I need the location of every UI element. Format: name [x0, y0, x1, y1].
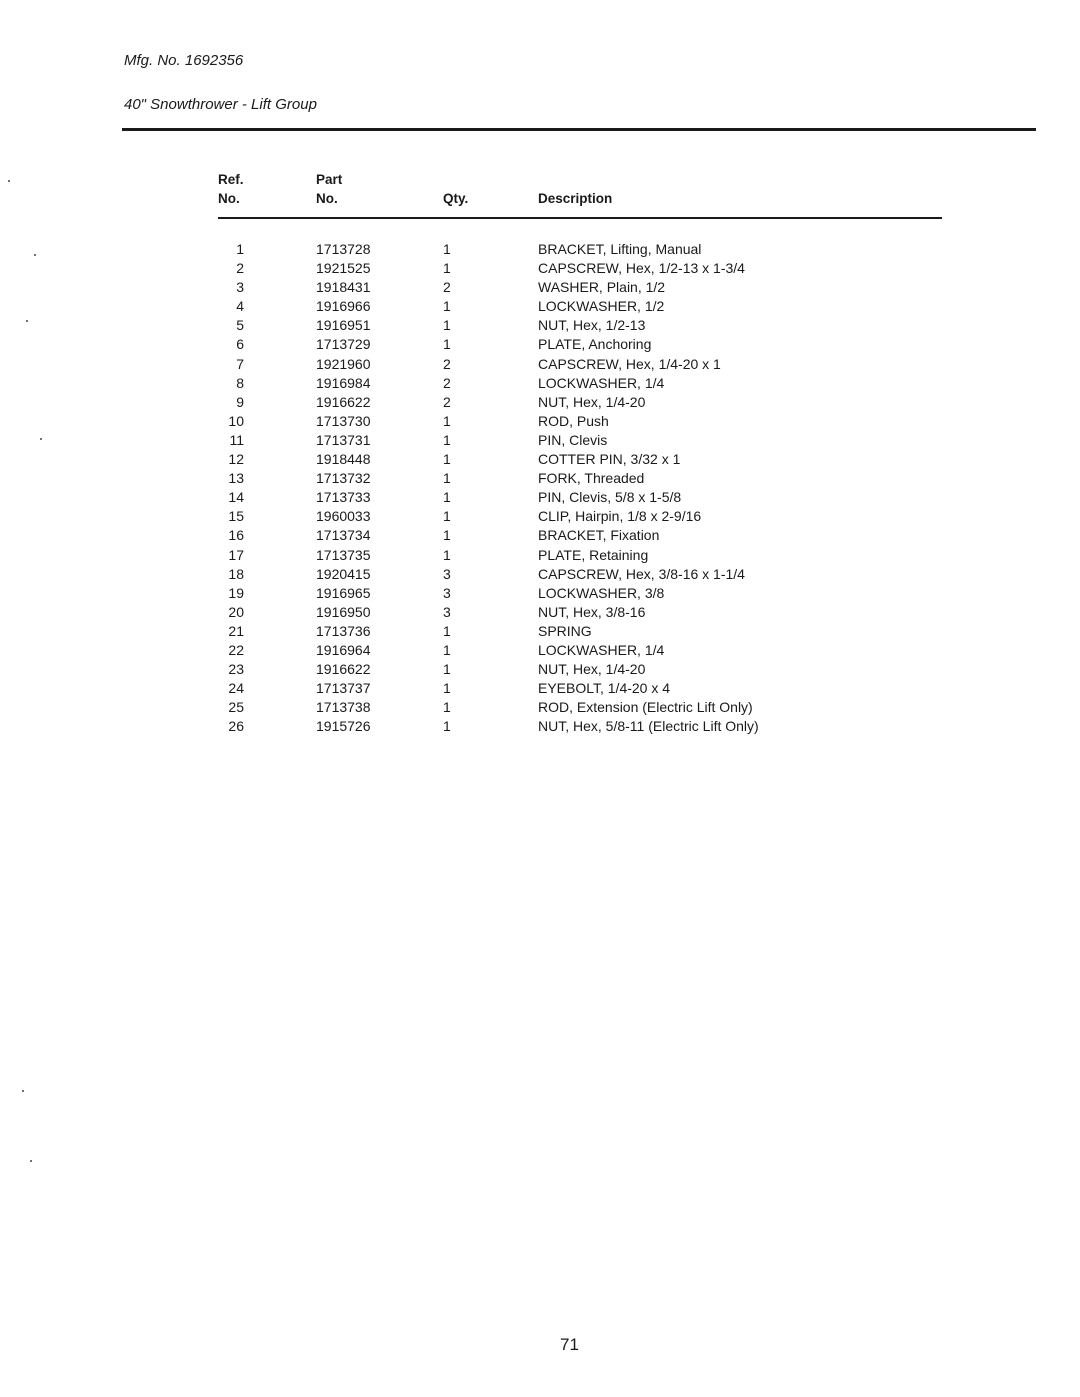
- cell-part-no: 1916964: [316, 641, 371, 658]
- cell-qty: 1: [443, 451, 451, 468]
- table-row: [0, 660, 1080, 679]
- cell-qty: 2: [443, 393, 451, 410]
- scan-speck: [22, 1090, 24, 1092]
- cell-qty: 1: [443, 718, 451, 735]
- cell-part-no: 1713734: [316, 527, 371, 544]
- cell-qty: 1: [443, 622, 451, 639]
- cell-qty: 1: [443, 431, 451, 448]
- table-row: [0, 259, 1080, 278]
- cell-ref-no: 15: [228, 508, 244, 525]
- cell-description: NUT, Hex, 5/8-11 (Electric Lift Only): [538, 718, 759, 735]
- cell-description: PIN, Clevis: [538, 431, 608, 448]
- cell-description: NUT, Hex, 3/8-16: [538, 603, 646, 620]
- page-number: 71: [560, 1335, 579, 1354]
- cell-ref-no: 7: [236, 355, 244, 372]
- cell-ref-no: 6: [236, 336, 244, 353]
- cell-ref-no: 8: [236, 374, 244, 391]
- cell-ref-no: 17: [228, 546, 244, 563]
- table-row: [0, 374, 1080, 393]
- cell-qty: 1: [443, 680, 451, 697]
- cell-part-no: 1921525: [316, 260, 371, 277]
- cell-qty: 1: [443, 298, 451, 315]
- cell-part-no: 1918448: [316, 451, 371, 468]
- cell-description: LOCKWASHER, 1/2: [538, 298, 665, 315]
- cell-part-no: 1713731: [316, 431, 371, 448]
- cell-qty: 1: [443, 699, 451, 716]
- cell-part-no: 1713732: [316, 470, 371, 487]
- table-row: [0, 431, 1080, 450]
- table-row: [0, 641, 1080, 660]
- cell-qty: 3: [443, 603, 451, 620]
- table-row: [0, 240, 1080, 259]
- cell-qty: 1: [443, 412, 451, 429]
- cell-ref-no: 1: [236, 241, 244, 257]
- cell-ref-no: 21: [228, 622, 244, 639]
- table-row: [0, 393, 1080, 412]
- table-row: [0, 526, 1080, 545]
- cell-description: PIN, Clevis, 5/8 x 1-5/8: [538, 489, 682, 506]
- cell-description: FORK, Threaded: [538, 470, 645, 487]
- cell-ref-no: 25: [228, 699, 244, 716]
- cell-qty: 1: [443, 527, 451, 544]
- cell-ref-no: 3: [236, 279, 244, 296]
- cell-part-no: 1921960: [316, 355, 371, 372]
- table-row: [0, 679, 1080, 698]
- cell-description: LOCKWASHER, 1/4: [538, 374, 665, 391]
- cell-description: LOCKWASHER, 1/4: [538, 641, 665, 658]
- cell-ref-no: 11: [229, 431, 244, 448]
- cell-ref-no: 9: [236, 393, 244, 410]
- parts-list: [0, 240, 1080, 736]
- cell-part-no: 1713735: [316, 546, 371, 563]
- header-description: Description: [538, 191, 613, 206]
- table-row: [0, 297, 1080, 316]
- page-subtitle: 40" Snowthrower - Lift Group: [124, 96, 317, 113]
- cell-description: NUT, Hex, 1/4-20: [538, 661, 646, 678]
- cell-ref-no: 19: [228, 584, 244, 601]
- cell-ref-no: 14: [228, 489, 244, 506]
- cell-ref-no: 24: [228, 680, 244, 697]
- table-row: [0, 584, 1080, 603]
- cell-ref-no: 20: [228, 603, 244, 620]
- cell-part-no: 1713733: [316, 489, 371, 506]
- scan-speck: [34, 254, 36, 256]
- cell-description: EYEBOLT, 1/4-20 x 4: [538, 680, 671, 697]
- cell-ref-no: 22: [228, 641, 244, 658]
- cell-qty: 2: [443, 279, 451, 296]
- cell-description: LOCKWASHER, 3/8: [538, 584, 665, 601]
- cell-description: NUT, Hex, 1/2-13: [538, 317, 646, 334]
- cell-ref-no: 13: [228, 470, 244, 487]
- table-row: [0, 603, 1080, 622]
- cell-qty: 3: [443, 584, 451, 601]
- scan-speck: [40, 438, 42, 440]
- header-part-top: Part: [316, 172, 343, 187]
- cell-qty: 2: [443, 374, 451, 391]
- scan-speck: [30, 1160, 32, 1162]
- cell-part-no: 1916984: [316, 374, 371, 391]
- cell-qty: 1: [443, 546, 451, 563]
- cell-ref-no: 18: [228, 565, 244, 582]
- table-row: [0, 507, 1080, 526]
- cell-qty: 1: [443, 641, 451, 658]
- cell-part-no: 1920415: [316, 565, 371, 582]
- cell-part-no: 1916951: [316, 317, 371, 334]
- cell-part-no: 1713729: [316, 336, 371, 353]
- header-ref-top: Ref.: [218, 172, 244, 187]
- table-row: [0, 355, 1080, 374]
- cell-qty: 3: [443, 565, 451, 582]
- table-row: [0, 469, 1080, 488]
- cell-part-no: 1916950: [316, 603, 371, 620]
- cell-qty: 1: [443, 661, 451, 678]
- scan-speck: [26, 320, 28, 322]
- header-rule: [122, 128, 1036, 131]
- cell-description: WASHER, Plain, 1/2: [538, 279, 666, 296]
- cell-description: PLATE, Anchoring: [538, 336, 652, 353]
- cell-description: BRACKET, Lifting, Manual: [538, 241, 702, 257]
- cell-part-no: 1713737: [316, 680, 371, 697]
- cell-part-no: 1916622: [316, 393, 371, 410]
- cell-ref-no: 16: [228, 527, 244, 544]
- header-ref-bottom: No.: [218, 191, 240, 206]
- table-row: [0, 450, 1080, 469]
- cell-qty: 2: [443, 355, 451, 372]
- cell-part-no: 1918431: [316, 279, 371, 296]
- cell-ref-no: 12: [228, 451, 244, 468]
- column-header-rule: [218, 217, 942, 219]
- cell-part-no: 1916965: [316, 584, 371, 601]
- table-row: [0, 717, 1080, 736]
- cell-description: ROD, Push: [538, 412, 609, 429]
- cell-description: CAPSCREW, Hex, 3/8-16 x 1-1/4: [538, 565, 745, 582]
- cell-qty: 1: [443, 508, 451, 525]
- cell-ref-no: 4: [236, 298, 244, 315]
- scan-speck: [8, 180, 10, 182]
- cell-description: CLIP, Hairpin, 1/8 x 2-9/16: [538, 508, 702, 525]
- cell-part-no: 1713738: [316, 699, 371, 716]
- cell-ref-no: 26: [228, 718, 244, 735]
- cell-part-no: 1713728: [316, 241, 371, 257]
- mfg-number: Mfg. No. 1692356: [124, 52, 244, 69]
- cell-qty: 1: [443, 260, 451, 277]
- cell-description: COTTER PIN, 3/32 x 1: [538, 451, 681, 468]
- cell-part-no: 1916622: [316, 661, 371, 678]
- cell-description: CAPSCREW, Hex, 1/2-13 x 1-3/4: [538, 260, 745, 277]
- cell-qty: 1: [443, 317, 451, 334]
- header-qty: Qty.: [443, 191, 469, 206]
- cell-part-no: 1916966: [316, 298, 371, 315]
- table-row: [0, 622, 1080, 641]
- table-row: [0, 565, 1080, 584]
- cell-part-no: 1915726: [316, 718, 371, 735]
- cell-qty: 1: [443, 336, 451, 353]
- cell-ref-no: 2: [236, 260, 244, 277]
- cell-part-no: 1713730: [316, 412, 371, 429]
- cell-part-no: 1713736: [316, 622, 371, 639]
- cell-description: NUT, Hex, 1/4-20: [538, 393, 646, 410]
- cell-qty: 1: [443, 470, 451, 487]
- table-row: [0, 698, 1080, 717]
- cell-description: ROD, Extension (Electric Lift Only): [538, 699, 753, 716]
- table-row: [0, 278, 1080, 297]
- cell-ref-no: 10: [228, 412, 244, 429]
- cell-qty: 1: [443, 489, 451, 506]
- table-row: [0, 316, 1080, 335]
- table-row: [0, 335, 1080, 354]
- cell-description: BRACKET, Fixation: [538, 527, 660, 544]
- table-row: [0, 546, 1080, 565]
- cell-part-no: 1960033: [316, 508, 371, 525]
- table-row: [0, 412, 1080, 431]
- cell-description: PLATE, Retaining: [538, 546, 649, 563]
- cell-description: CAPSCREW, Hex, 1/4-20 x 1: [538, 355, 721, 372]
- cell-ref-no: 23: [228, 661, 244, 678]
- table-row: [0, 488, 1080, 507]
- cell-description: SPRING: [538, 622, 592, 639]
- cell-ref-no: 5: [236, 317, 244, 334]
- cell-qty: 1: [443, 241, 451, 257]
- header-part-bottom: No.: [316, 191, 338, 206]
